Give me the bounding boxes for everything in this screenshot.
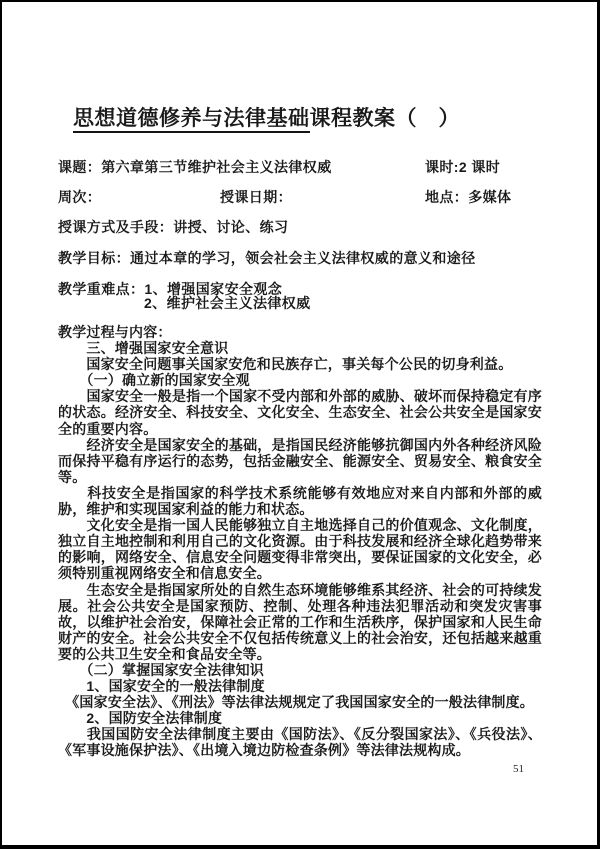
meta-line-course	[58, 157, 544, 177]
content-paragraph: 1、国家安全的一般法律制度	[58, 678, 265, 695]
title-suffix: 课程教案（ ）	[309, 107, 460, 130]
content-paragraph: 生态安全是指国家所处的自然生态环境能够维系其经济、社会的可持续发展。社会公共安全是国家预防、控制、处理各种违法犯罪活动和突发灾害事故，以维护社会治安，保障社会正常的工作和生活秩序，保护国家和人民生命财产的安全。社会公共安全不仅包括传统意义上的社会治安，还包括越来越重要的公共卫生安全和食品安全等。	[58, 581, 542, 662]
content-paragraph: 2、国防安全法律制度	[58, 710, 223, 727]
class-hours-text: 课时:2 课时	[425, 159, 501, 175]
meta-line-objective: 教学目标：通过本章的学习，领会社会主义法律权威的意义和途径	[58, 250, 476, 266]
content-paragraph: （二）掌握国家安全法律知识	[58, 661, 264, 678]
content-paragraph: 科技安全是指国家的科学技术系统能够有效地应对来自内部和外部的威胁，维护和实现国家利益的能力和状态。	[58, 484, 542, 518]
content-paragraph: 经济安全是国家安全的基础，是指国民经济能够抗御国内外各种经济风险而保持平稳有序运行的态势，包括金融安全、能源安全、贸易安全、粮食安全等。	[58, 436, 542, 485]
meta-line-schedule	[58, 187, 544, 207]
content-paragraph: 《国家安全法》、《刑法》等法律法规规定了我国国家安全的一般法律制度。	[58, 694, 534, 711]
location-text: 地点：多媒体	[425, 189, 512, 205]
meta-line-method: 授课方式及手段：讲授、讨论、练习	[58, 219, 289, 235]
content-paragraph: 我国国防安全法律制度主要由《国防法》、《反分裂国家法》、《兵役法》、《军事设施保护法》、《出境入境边防检查条例》等法律法规构成。	[58, 726, 542, 759]
content-paragraph: 国家安全问题事关国家安危和民族存亡，事关每个公民的切身利益。	[58, 356, 513, 373]
meta-line-keypoints-cont: 2、维护社会主义法律权威	[144, 295, 311, 311]
week-label: 周次：	[58, 189, 102, 205]
lecture-date-label: 授课日期：	[220, 189, 292, 205]
course-topic-text: 课题：第六章第三节维护社会主义法律权威	[58, 159, 332, 175]
content-paragraph: 文化安全是指一国人民能够独立自主地选择自己的价值观念、文化制度，独立自主地控制和利用自己的文化资源。由于科技发展和经济全球化趋势带来的影响，网络安全、信息安全问题变得非常突出，要保证国家的文化安全，必须特别重视网络安全和信息安全。	[58, 517, 542, 582]
content-paragraph: 国家安全一般是指一个国家不受内部和外部的威胁、破坏而保持稳定有序的状态。经济安全、科技安全、文化安全、生态安全、社会公共安全是国家安全的重要内容。	[58, 388, 542, 437]
title-course-name: 思想道德修养与法律基础	[73, 107, 310, 133]
content-section-heading: 教学过程与内容：	[58, 324, 172, 340]
meta-line-keypoints: 教学重难点：1、增强国家安全观念	[58, 281, 283, 297]
content-paragraph: 三、增强国家安全意识	[58, 340, 229, 357]
document-title	[73, 102, 460, 132]
lesson-content	[58, 324, 542, 759]
content-paragraph: （一）确立新的国家安全观	[58, 372, 250, 389]
page-number: 51	[513, 763, 524, 775]
